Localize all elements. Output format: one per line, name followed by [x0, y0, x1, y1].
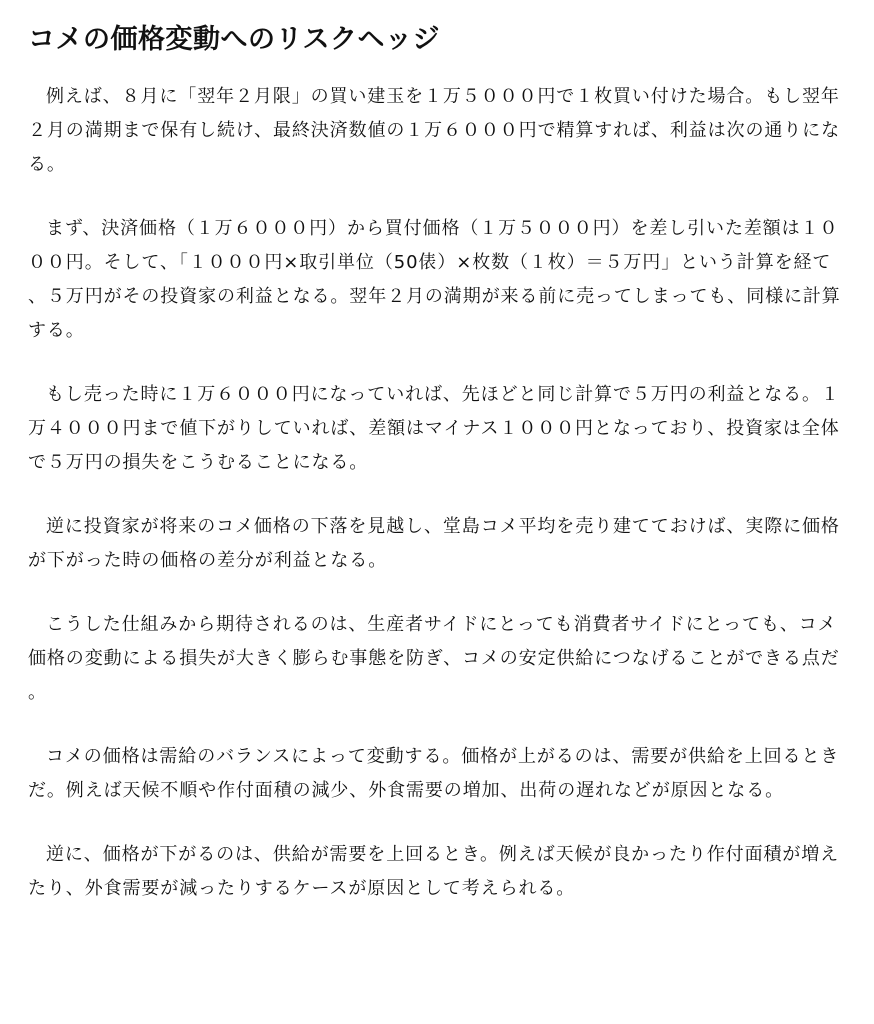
paragraph-5: こうした仕組みから期待されるのは、生産者サイドにとっても消費者サイドにとっても、コメ価格の変動による損失が大きく膨らむ事態を防ぎ、コメの安定供給につなげることができる点だ。	[28, 614, 840, 703]
paragraph-1: 例えば、８月に「翌年２月限」の買い建玉を１万５０００円で１枚買い付けた場合。もし翌年２月の満期まで保有し続け、最終決済数値の１万６０００円で精算すれば、利益は次の通りになる。	[28, 86, 840, 175]
article-title: コメの価格変動へのリスクヘッジ	[28, 24, 440, 55]
paragraph-4: 逆に投資家が将来のコメ価格の下落を見越し、堂島コメ平均を売り建てておけば、実際に価格が下がった時の価格の差分が利益となる。	[28, 516, 840, 571]
paragraph-6: コメの価格は需給のバランスによって変動する。価格が上がるのは、需要が供給を上回るときだ。例えば天候不順や作付面積の減少、外食需要の増加、出荷の遅れなどが原因となる。	[28, 746, 840, 801]
paragraph-3: もし売った時に１万６０００円になっていれば、先ほどと同じ計算で５万円の利益となる。１万４０００円まで値下がりしていれば、差額はマイナス１０００円となっており、投資家は全体で５万円の損失をこうむることになる。	[28, 384, 840, 473]
paragraph-7: 逆に、価格が下がるのは、供給が需要を上回るとき。例えば天候が良かったり作付面積が増えたり、外食需要が減ったりするケースが原因として考えられる。	[28, 844, 840, 899]
paragraph-2: まず、決済価格（１万６０００円）から買付価格（１万５０００円）を差し引いた差額は１０００円。そして、「１０００円×取引単位（50俵）×枚数（１枚）＝５万円」という計算を経て、５万円がその投資家の利益となる。翌年２月の満期が来る前に売ってしまっても、同様に計算する。	[28, 218, 841, 341]
